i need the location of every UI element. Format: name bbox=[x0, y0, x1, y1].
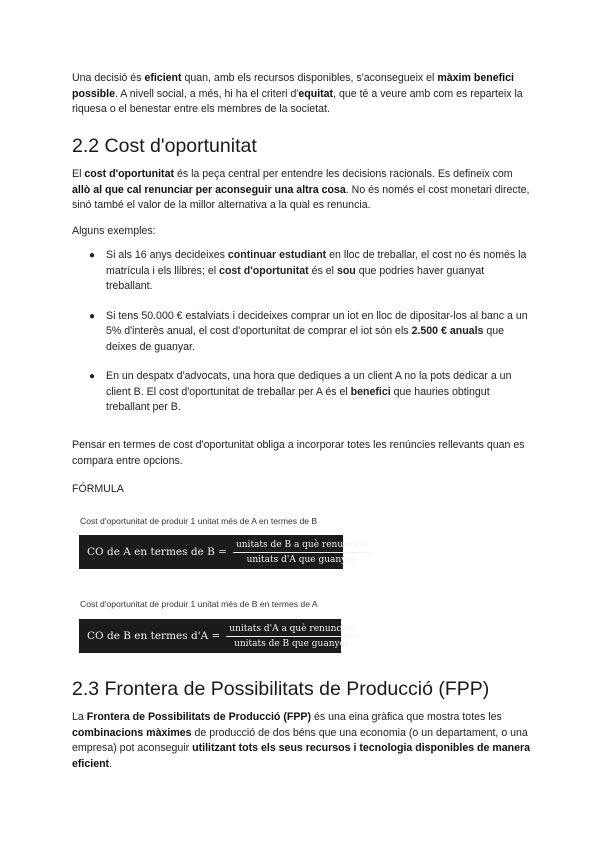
formula-lhs: CO de A en termes de B = bbox=[87, 546, 227, 558]
section-heading-fpp: 2.3 Frontera de Possibilitats de Producció (FPP) bbox=[72, 678, 490, 700]
examples-list bbox=[72, 248, 532, 430]
text-run: . No és només el cost monetari directe, sinó també el valor de la millor alternativa a la qual es renuncia. bbox=[72, 183, 530, 211]
bold-term: continuar estudiant bbox=[227, 249, 327, 261]
bold-term: cost d'oportunitat bbox=[219, 264, 309, 277]
text-run: és la peça central per entendre les decisions racionals. Es defineix com bbox=[174, 168, 513, 180]
bullet-icon: ● bbox=[89, 310, 96, 322]
text-run: La bbox=[72, 711, 87, 723]
text-run: de producció de dos béns que una economia (o un departament, o una empresa) pot aconseguir bbox=[72, 726, 528, 754]
text-run: En un despatx d'advocats, una hora que dediques a un client A no la pots dedicar a un client B. El cost d'oportunitat de treballar per A és el bbox=[106, 370, 512, 398]
examples-label: Alguns exemples: bbox=[72, 225, 156, 237]
bold-term: màxim benefici possible bbox=[72, 72, 514, 100]
text-run: Si tens 50.000 € estalviats i decideixes comprar un iot en lloc de dipositar-los al banc a un 5% d'interès anual, el cost d'oportunitat de comprar el iot són els bbox=[106, 309, 528, 337]
text-run: El bbox=[72, 168, 85, 180]
section-heading-cost-oportunitat: 2.2 Cost d'oportunitat bbox=[72, 135, 257, 157]
formula-b-image bbox=[79, 619, 355, 653]
text-run: en lloc de treballar, el cost no és només la matrícula i els llibres; el bbox=[106, 249, 527, 277]
bold-term: benefici bbox=[350, 385, 391, 398]
bullet-icon: ● bbox=[89, 250, 96, 261]
formula-denominator: unitats de B que guanyes bbox=[234, 638, 350, 649]
formula-a-image bbox=[79, 535, 367, 569]
text-run: . A nivell social, a més, hi ha el criteri d' bbox=[114, 87, 299, 100]
bold-term: utilitzant tots els seus recursos i tecnologia disponibles de manera eficient bbox=[72, 742, 531, 770]
summary-paragraph: Pensar en termes de cost d'oportunitat obliga a incorporar totes les renúncies rellevants quan es compara entre opcions. bbox=[72, 439, 525, 467]
text-run: és una eina gràfica que mostra totes les bbox=[311, 711, 502, 723]
list-item bbox=[72, 369, 532, 416]
text-run: que hauries obtingut treballant per B. bbox=[106, 385, 490, 413]
bold-term: Frontera de Possibilitats de Producció (FPP) bbox=[86, 711, 312, 723]
bold-term: allò al que cal renunciar per aconseguir una altra cosa bbox=[72, 183, 346, 196]
list-item bbox=[72, 309, 532, 356]
bold-term: cost d'oportunitat bbox=[84, 168, 174, 180]
text-run: , que té a veure amb com es reparteix la riquesa o el benestar entre els membres de la societat. bbox=[72, 87, 523, 115]
bullet-icon: ● bbox=[89, 371, 96, 382]
list-item bbox=[72, 248, 532, 295]
bold-term: 2.500 € anuals bbox=[411, 325, 484, 337]
text-run: quan, amb els recursos disponibles, s'aconsegueix el bbox=[181, 72, 438, 84]
text-run: Si als 16 anys decideixes bbox=[106, 249, 228, 261]
bold-term: equitat bbox=[298, 87, 334, 100]
formula-a-caption: Cost d'oportunitat de produir 1 unitat més de A en termes de B bbox=[80, 516, 318, 526]
formula-numerator: unitats de B a què renuncies bbox=[233, 540, 370, 553]
formula-label: FÓRMULA bbox=[72, 483, 124, 495]
formula-fraction bbox=[233, 540, 370, 565]
formula-fraction bbox=[226, 624, 357, 649]
formula-numerator: unitats d'A a què renuncies bbox=[226, 624, 357, 637]
text-run: . bbox=[109, 757, 113, 770]
formula-denominator: unitats d'A que guanyes bbox=[246, 554, 357, 565]
formula-b-caption: Cost d'oportunitat de produir 1 unitat més de B en termes de A bbox=[80, 599, 318, 609]
formula-lhs: CO de B en termes d'A = bbox=[87, 630, 221, 642]
text-run: és el bbox=[308, 264, 337, 277]
cost-oportunitat-definition bbox=[72, 167, 532, 214]
bold-term: sou bbox=[336, 264, 356, 277]
text-run: Una decisió és bbox=[72, 72, 145, 84]
text-run: que podries haver guanyat treballant. bbox=[106, 264, 485, 292]
bold-term: combinacions màximes bbox=[72, 726, 192, 739]
intro-paragraph bbox=[72, 71, 532, 118]
fpp-definition bbox=[72, 710, 532, 772]
bold-term: eficient bbox=[144, 72, 182, 84]
text-run: que deixes de guanyar. bbox=[106, 325, 505, 353]
